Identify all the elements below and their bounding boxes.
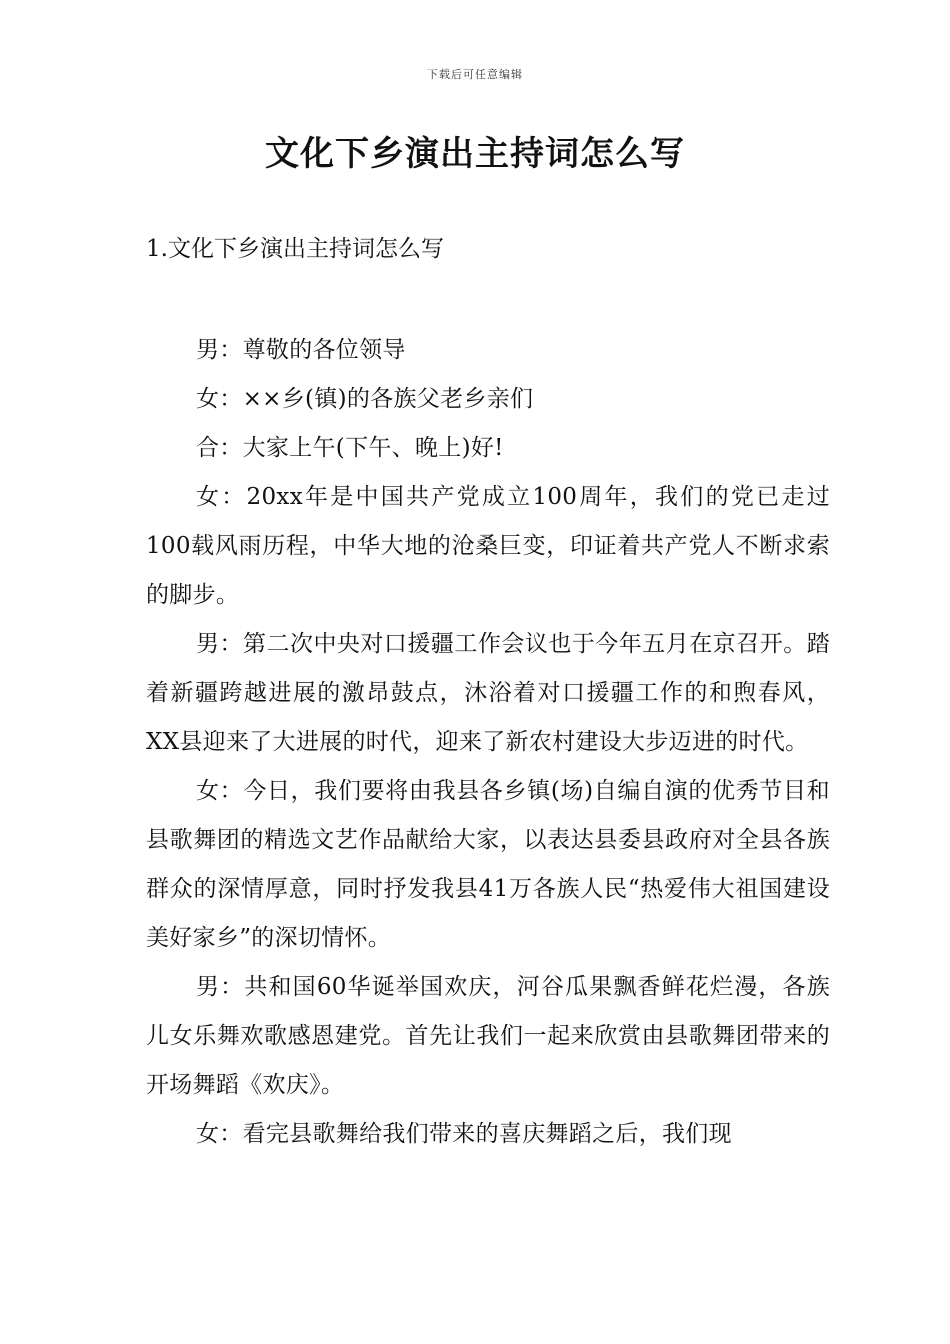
paragraph-continuation: 女：看完县歌舞给我们带来的喜庆舞蹈之后，我们现	[196, 1121, 732, 1147]
document-title: 文化下乡演出主持词怎么写	[265, 134, 685, 174]
paragraph-greeting-together: 合：大家上午(下午、晚上)好!	[196, 435, 504, 461]
paragraph-program-intro: 女：今日，我们要将由我县各乡镇(场)自编自演的优秀节目和县歌舞团的精选文艺作品献给大家，以表达县委县政府对全县各族群众的深情厚意，同时抒发我县41万各族人民“热爱伟大祖国建设美好家乡”的深切情怀。	[146, 778, 830, 951]
paragraph-opening-dance: 男：共和国60华诞举国欢庆，河谷瓜果飘香鲜花烂漫，各族儿女乐舞欢歌感恩建党。首先让我们一起来欣赏由县歌舞团带来的开场舞蹈《欢庆》。	[146, 974, 830, 1098]
paragraph-greeting-male: 男：尊敬的各位领导	[196, 337, 406, 363]
paragraph-aid-conference: 男：第二次中央对口援疆工作会议也于今年五月在京召开。踏着新疆跨越进展的激昂鼓点，沐浴着对口援疆工作的和煦春风，XX县迎来了大进展的时代，迎来了新农村建设大步迈进的时代。	[146, 631, 830, 755]
section-heading: 1.文化下乡演出主持词怎么写	[146, 236, 444, 262]
document-body	[146, 326, 830, 1159]
paragraph-greeting-female: 女：××乡(镇)的各族父老乡亲们	[196, 386, 534, 412]
header-note: 下载后可任意编辑	[427, 68, 523, 81]
paragraph-party-anniversary: 女：20xx年是中国共产党成立100周年，我们的党已走过100载风雨历程，中华大地的沧桑巨变，印证着共产党人不断求索的脚步。	[146, 484, 830, 608]
